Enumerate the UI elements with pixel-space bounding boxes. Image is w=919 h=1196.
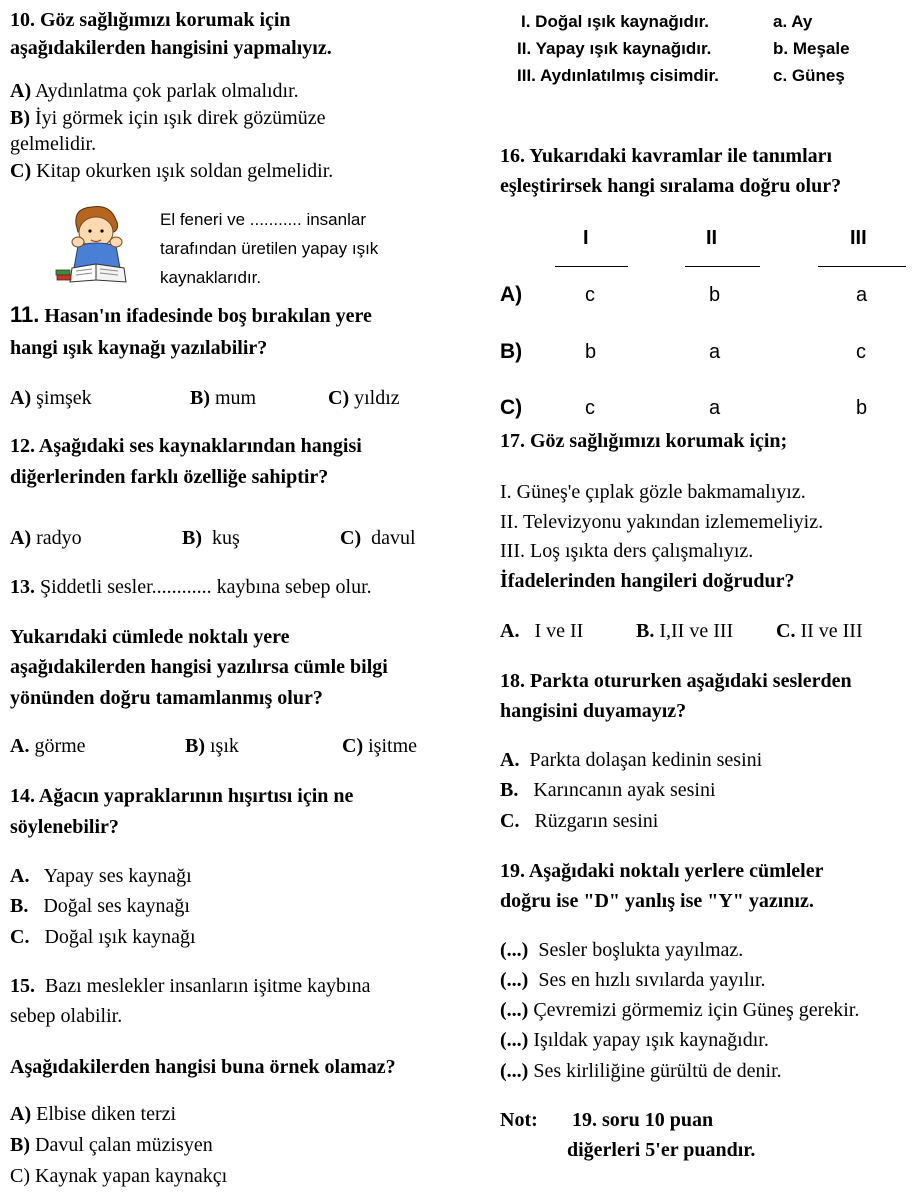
q15-option-a: A) Elbise diken terzi [10, 1103, 177, 1125]
q13-title-line1: Yukarıdaki cümlede noktalı yere [10, 626, 290, 648]
q10-option-a: A) Aydınlatma çok parlak olmalıdır. [10, 80, 299, 102]
q15-question: Aşağıdakilerden hangisi buna örnek olamaz? [10, 1056, 396, 1078]
q17-option-c: C. II ve III [776, 620, 863, 642]
q18-title-line2: hangisini duyamayız? [500, 700, 687, 722]
q15-line2: sebep olabilir. [10, 1005, 123, 1027]
q16-rule-iii [818, 266, 906, 267]
q16-header-i: I [583, 227, 589, 249]
q17-question: İfadelerinden hangileri doğrudur? [500, 570, 795, 592]
q16-row-a-i: c [585, 284, 595, 306]
q11-option-c: C) yıldız [328, 387, 400, 409]
q13-sentence: 13. Şiddetli sesler............ kaybına sebep olur. [10, 576, 372, 598]
q12-option-b: B) kuş [182, 527, 240, 549]
q18-title-line1: 18. Parkta otururken aşağıdaki seslerden [500, 670, 852, 692]
q10-title-line1: 10. Göz sağlığımızı korumak için [10, 9, 291, 31]
q16-header-iii: III [850, 227, 867, 249]
q17-title: 17. Göz sağlığımızı korumak için; [500, 430, 788, 452]
q12-title-line2: diğerlerinden farklı özelliğe sahiptir? [10, 466, 329, 488]
q16-title-line2: eşleştirirsek hangi sıralama doğru olur? [500, 175, 842, 197]
q14-option-b: B. Doğal ses kaynağı [10, 895, 190, 917]
q13-title-line2: aşağıdakilerden hangisi yazılırsa cümle bilgi [10, 656, 388, 678]
q16-row-c-ii: a [709, 397, 721, 419]
q16-row-c-iii: b [856, 397, 868, 419]
q16-row-b-i: b [585, 341, 597, 363]
q13-option-a: A. görme [10, 735, 86, 757]
q13-title-line3: yönünden doğru tamamlanmış olur? [10, 687, 323, 709]
q18-option-c: C. Rüzgarın sesini [500, 810, 659, 832]
q10-option-c: C) Kitap okurken ışık soldan gelmelidir. [10, 160, 334, 182]
q12-title-line1: 12. Aşağıdaki ses kaynaklarından hangisi [10, 435, 362, 457]
q10-option-b-cont: gelmelidir. [10, 133, 97, 155]
q16-rule-ii [685, 266, 760, 267]
q15-option-b: B) Davul çalan müzisyen [10, 1134, 213, 1156]
q18-option-b: B. Karıncanın ayak sesini [500, 779, 716, 801]
q14-option-a: A. Yapay ses kaynağı [10, 865, 192, 887]
match-left-1: I. Doğal ışık kaynağıdır. [521, 12, 710, 31]
q16-header-ii: II [706, 227, 718, 249]
note-line2: diğerleri 5'er puandır. [567, 1139, 756, 1161]
match-left-2: II. Yapay ışık kaynağıdır. [517, 39, 712, 58]
q17-statement-2: II. Televizyonu yakından izlememeliyiz. [500, 511, 824, 533]
q16-row-b-label: B) [500, 340, 523, 363]
q16-row-a-label: A) [500, 283, 523, 306]
q14-title-line1: 14. Ağacın yapraklarının hışırtısı için ne [10, 785, 354, 807]
q14-option-c: C. Doğal ışık kaynağı [10, 926, 196, 948]
q18-option-a: A. Parkta dolaşan kedinin sesini [500, 749, 763, 771]
q19-item-1: (...) Sesler boşlukta yayılmaz. [500, 939, 744, 961]
match-right-c: c. Güneş [773, 66, 845, 85]
q16-row-b-ii: a [709, 341, 721, 363]
q19-item-3: (...) Çevremizi görmemiz için Güneş gerekir. [500, 999, 860, 1021]
q19-item-2: (...) Ses en hızlı sıvılarda yayılır. [500, 969, 766, 991]
q17-statement-3: III. Loş ışıkta ders çalışmalıyız. [500, 540, 754, 562]
q17-statement-1: I. Güneş'e çıplak gözle bakmamalıyız. [500, 481, 806, 503]
q16-title-line1: 16. Yukarıdaki kavramlar ile tanımları [500, 145, 833, 167]
q11-title-line2: hangi ışık kaynağı yazılabilir? [10, 337, 268, 359]
q19-title-line2: doğru ise "D" yanlış ise "Y" yazınız. [500, 890, 814, 912]
q16-row-a-iii: a [856, 284, 868, 306]
q15-line1: 15. Bazı meslekler insanların işitme kaybına [10, 975, 371, 997]
match-left-3: III. Aydınlatılmış cisimdir. [517, 66, 719, 85]
match-right-b: b. Meşale [773, 39, 850, 58]
match-right-a: a. Ay [773, 12, 813, 31]
q11-option-b: B) mum [190, 387, 257, 409]
q11-option-a: A) şimşek [10, 387, 92, 409]
q19-title-line1: 19. Aşağıdaki noktalı yerlere cümleler [500, 860, 824, 882]
child-reading-book-icon [54, 202, 140, 284]
q10-title-line2: aşağıdakilerden hangisini yapmalıyız. [10, 37, 332, 59]
q11-statement-line3: kaynaklarıdır. [160, 268, 262, 287]
q15-option-c: C) Kaynak yapan kaynakçı [10, 1165, 228, 1187]
q12-option-a: A) radyo [10, 527, 82, 549]
q11-title-line1: 11. Hasan'ın ifadesinde boş bırakılan yere [10, 302, 372, 327]
note-line1: 19. soru 10 puan [572, 1109, 714, 1131]
q16-row-b-iii: c [856, 341, 866, 363]
q13-option-b: B) ışık [185, 735, 239, 757]
note-label: Not: [500, 1109, 538, 1131]
q16-row-c-label: C) [500, 396, 523, 419]
q11-statement-line1: El feneri ve ........... insanlar [160, 210, 366, 229]
q11-statement-line2: tarafından üretilen yapay ışık [160, 239, 379, 258]
q14-title-line2: söylenebilir? [10, 816, 119, 838]
q16-row-c-i: c [585, 397, 595, 419]
q12-option-c: C) davul [340, 527, 416, 549]
q17-option-b: B. I,II ve III [636, 620, 734, 642]
q19-item-5: (...) Ses kirliliğine gürültü de denir. [500, 1060, 782, 1082]
q13-option-c: C) işitme [342, 735, 417, 757]
q17-option-a: A. I ve II [500, 620, 584, 642]
q10-option-b: B) İyi görmek için ışık direk gözümüze [10, 107, 326, 129]
q19-item-4: (...) Işıldak yapay ışık kaynağıdır. [500, 1029, 769, 1051]
q16-row-a-ii: b [709, 284, 721, 306]
q16-rule-i [555, 266, 628, 267]
